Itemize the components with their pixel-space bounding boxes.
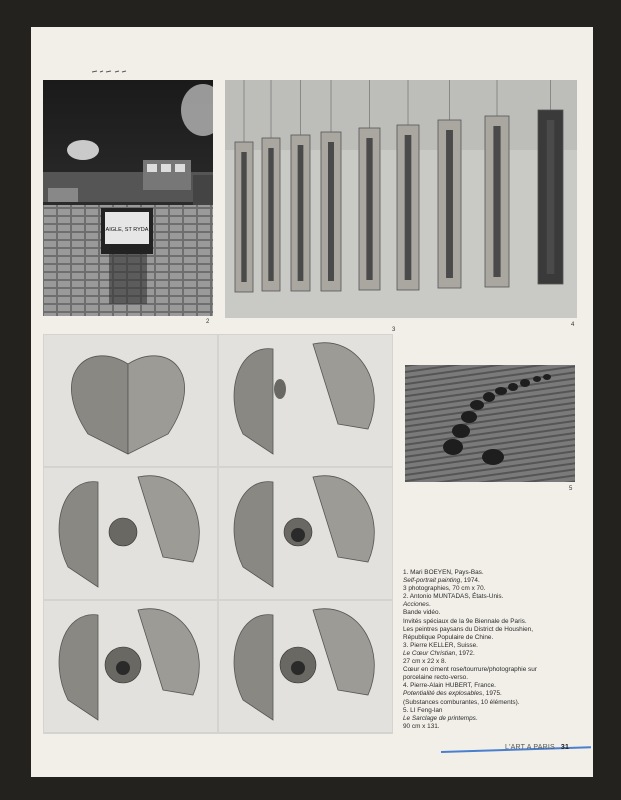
caption-title-line <box>403 715 593 723</box>
tv-screen-text: AIGLE, ST RYDA <box>105 227 149 233</box>
caption-artist: 1. Mari BOEYEN, Pays-Bas. <box>403 569 484 576</box>
caption-title: Potentialité des explosables <box>403 690 483 698</box>
caption-title-suffix: , 1975. <box>482 690 502 698</box>
caption-title: Le Cœur Christian <box>403 649 456 657</box>
scribble-mark <box>91 69 127 74</box>
caption-detail: 90 cm x 131. <box>403 722 440 730</box>
column-inset <box>298 145 304 281</box>
caption-entry <box>403 593 593 642</box>
caption-title-line <box>403 650 593 658</box>
figure-number-2: 2 <box>206 319 210 325</box>
magazine-page <box>31 27 593 777</box>
caption-title: Self-portrait painting <box>403 577 461 585</box>
column-inset <box>366 138 372 280</box>
caption-title: Acciones <box>403 601 429 609</box>
portrait-face <box>116 661 130 675</box>
column-inset <box>405 135 412 280</box>
column-inset <box>547 120 555 274</box>
caption-title-line <box>403 577 593 585</box>
column-inset <box>493 126 500 277</box>
caption-detail: République Populaire de Chine. <box>403 633 494 641</box>
caption-detail: 3 photographies, 70 cm x 70. <box>403 585 486 593</box>
caption-title-suffix: , 1972. <box>455 649 475 657</box>
photo-hanging-columns <box>225 80 577 318</box>
figure-number-3: 3 <box>392 327 396 333</box>
column-inset <box>268 148 273 281</box>
magazine-name: L'ART A PARIS <box>505 744 555 751</box>
figure-number-4: 4 <box>571 322 575 328</box>
caption-detail: porcelaine recto-verso. <box>403 674 469 682</box>
figure-number-5: 5 <box>569 486 573 492</box>
caption-artist: 4. Pierre-Alain HUBERT, France. <box>403 682 496 690</box>
page-number: 31 <box>560 744 570 751</box>
portrait-face <box>291 528 305 542</box>
caption-title-suffix: , 1974. <box>460 577 480 585</box>
caption-title-line <box>403 601 593 609</box>
caption-detail: 27 cm x 22 x 8. <box>403 658 447 666</box>
caption-detail: Cœur en ciment rose/tourrure/photographie sur <box>403 666 537 674</box>
caption-entry <box>403 682 593 706</box>
column-inset <box>241 152 246 282</box>
photo-heart-sequence <box>43 334 393 734</box>
column-inset <box>446 130 453 278</box>
portrait-face <box>291 661 305 675</box>
photo-farmers-field <box>405 365 575 482</box>
caption-artist: 2. Antonio MUNTADAS, États-Unis. <box>403 593 504 601</box>
caption-entry <box>403 642 593 682</box>
page-footer <box>505 744 569 751</box>
caption-title: Le Sarclage de printemps <box>403 714 476 722</box>
caption-detail: Invités spéciaux de la 9e Biennale de Paris. <box>403 617 527 625</box>
caption-title-line <box>403 690 593 698</box>
portrait-disc <box>109 518 137 546</box>
caption-detail: Bande vidéo. <box>403 609 441 617</box>
filling <box>274 379 286 399</box>
caption-title-suffix: . <box>475 714 478 722</box>
caption-block <box>403 569 593 731</box>
caption-entry <box>403 707 593 731</box>
caption-entry <box>403 569 593 593</box>
photo-street-tv <box>43 80 213 316</box>
caption-artist: 5. LI Feng-lan <box>403 706 443 714</box>
caption-detail: (Substances comburantes, 10 éléments). <box>403 698 520 706</box>
caption-detail: Les peintres paysans du District de Houshien, <box>403 625 534 633</box>
caption-artist: 3. Pierre KELLER, Suisse. <box>403 641 478 649</box>
column-inset <box>328 142 334 281</box>
caption-title-suffix: . <box>428 601 431 609</box>
